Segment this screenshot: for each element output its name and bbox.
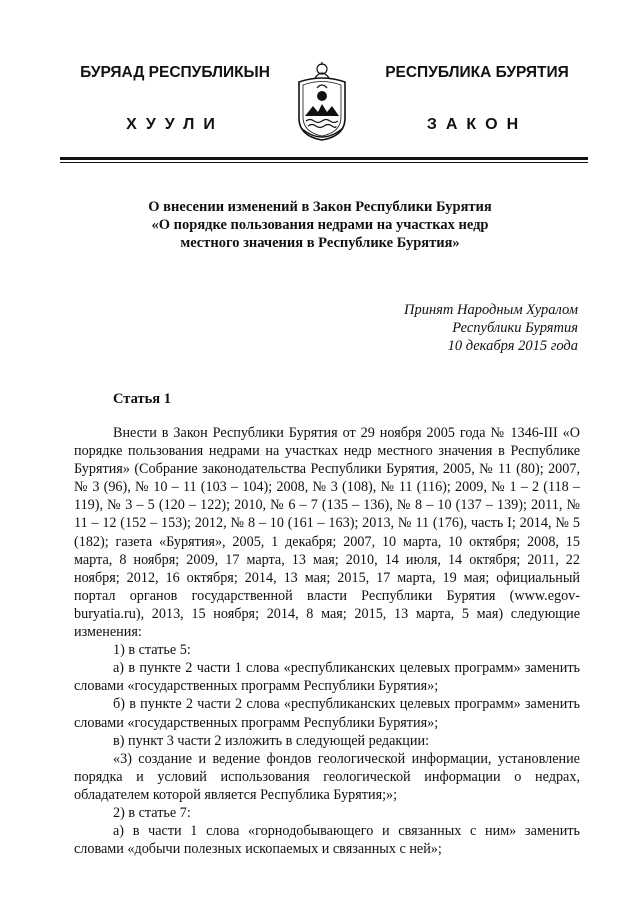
law-title-line: «О порядке пользования недрами на участках недр (151, 217, 489, 233)
body-paragraph: в) пункт 3 части 2 изложить в следующей редакции: (113, 732, 430, 749)
body-paragraph: 1) в статье 5: (113, 642, 191, 659)
adoption-note-line: Принят Народным Хуралом (403, 302, 578, 318)
header-left-law-buryat: ХУУЛИ (126, 116, 224, 133)
article-body (74, 424, 580, 858)
body-paragraph: а) в пункте 2 части 1 слова «республиканских целевых программ» заменить словами «государственных программ Республики Бурятия»; (74, 660, 580, 695)
header-left-buryat: БУРЯАД РЕСПУБЛИКЫН (80, 64, 270, 81)
adoption-date: 10 декабря 2015 года (447, 338, 578, 354)
header-rule-thin (60, 162, 588, 163)
buryatia-coat-of-arms-icon (291, 60, 353, 144)
header-rule-thick (60, 157, 588, 160)
law-title-line: местного значения в Республике Бурятия» (180, 235, 460, 251)
body-paragraph: «3) создание и ведение фондов геологической информации, установление порядка и условий использования геологической информации о недрах, обладателем которой является Республика Бурятия;»; (74, 750, 580, 803)
body-paragraph: а) в части 1 слова «горнодобывающего и связанных с ним» заменить словами «добычи полезных ископаемых и связанных с ней»; (74, 823, 580, 858)
body-paragraph: 2) в статье 7: (113, 804, 191, 821)
header-right-law-russian: ЗАКОН (426, 116, 528, 133)
body-paragraph: Внести в Закон Республики Бурятия от 29 ноября 2005 года № 1346-III «О порядке пользования недрами на участках недр местного значения в Республике Бурятия» (Собрание законодательства Республики Бурятия, 2005, № 11 (80); 2007, № 3 (96), № 10 – 11 (103 – 104); 2008, № 3 (108), № 11 (116); 2009, № 1 – 2 (118 – 119), № 3 – 5 (120 – 122); 2010, № 6 – 7 (135 – 136), № 8 – 10 (137 – 139); 2011, № 11 – 12 (152 – 153); 2012, № 8 – 10 (161 – 163); 2013, № 11 (176), часть I; 2014, № 5 (182); газета «Бурятия», 2005, 1 декабря; 2007, 10 марта, 10 октября; 2008, 15 марта, 8 ноября; 2009, 17 марта, 13 мая; 2010, 14 июля, 14 октября; 2011, 22 ноября; 2012, 16 октября; 2014, 13 мая; 2015, 17 марта, 19 мая; официальный портал органов государственной власти Республики Бурятия (www.egov-buryatia.ru), 2013, 15 ноября; 2014, 8 мая; 2015, 13 марта, 5 мая) следующие изменения: (74, 425, 580, 641)
adoption-note (318, 301, 578, 355)
body-paragraph: б) в пункте 2 части 2 слова «республиканских целевых программ» заменить словами «государственных программ Республики Бурятия»; (74, 696, 580, 731)
law-title (110, 198, 530, 252)
adoption-note-line: Республики Бурятия (452, 320, 578, 336)
article-heading: Статья 1 (113, 391, 171, 407)
header-right-russian: РЕСПУБЛИКА БУРЯТИЯ (385, 64, 569, 81)
law-title-line: О внесении изменений в Закон Республики Бурятия (148, 199, 492, 215)
